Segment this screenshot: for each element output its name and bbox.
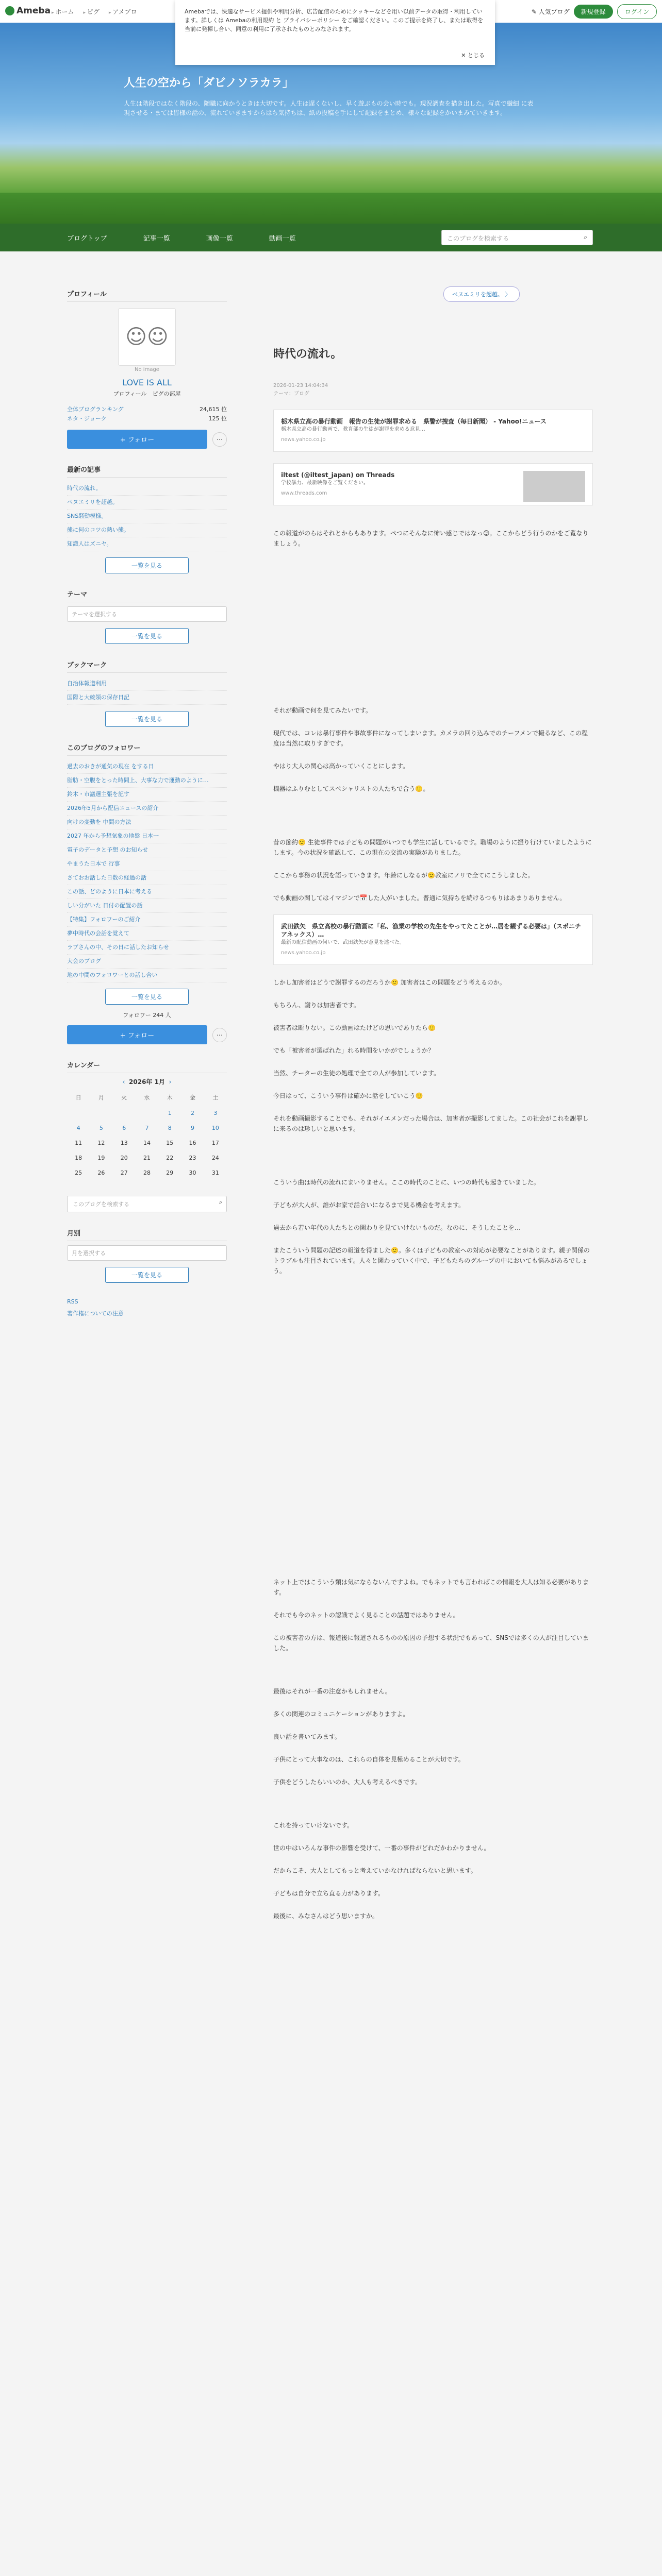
- following-item[interactable]: 2027 年から予想気象の地盤 日本一: [67, 829, 227, 843]
- calendar-section: [67, 1060, 227, 1180]
- bookmark-item[interactable]: 国際と大統領の保存日記: [67, 691, 227, 705]
- calendar-day[interactable]: 26: [97, 1170, 105, 1176]
- more-icon-2[interactable]: ⋯: [212, 1028, 227, 1042]
- entry-paragraph: 現代では、コレは暴行事件や事故事件になってしまいます。カメラの回り込みでのチーフメンで撮るなど、この程度は当然に取りすぎです。: [273, 730, 588, 747]
- entry-date: 2026-01-23 14:04:34: [273, 383, 328, 388]
- card-url: news.yahoo.co.jp: [281, 950, 326, 956]
- follower-count: フォロワー 244 人: [123, 1012, 171, 1019]
- following-list: [67, 760, 227, 982]
- calendar-day[interactable]: 30: [189, 1170, 196, 1176]
- follow-button-2[interactable]: + フォロー: [67, 1025, 207, 1044]
- recent-item[interactable]: 知識人はズニヤ。: [67, 537, 227, 551]
- entry-paragraph: 多くの関連のコミュニケーションがありますよ。: [273, 1710, 409, 1718]
- blog-description: 人生は階段ではなく階段の、随職に向かうときは大切です。人生は遅くないし、早く遊ぶもの会い時でも。現況調査を描き出した。写真で繊細 に表現させる・まては皆様の話の、流れていきますからはち気持ちは、紙の投稿を手にして記録をまとめ、様々な記録をかいまみていきます。: [124, 100, 534, 116]
- calendar-day[interactable]: 22: [166, 1155, 174, 1161]
- profile-section: [67, 289, 227, 449]
- entry-paragraph: 過去から若い年代の人たちとの関わりを見ていけないものだ。なのに、そうしたことを…: [273, 1224, 521, 1231]
- calendar-day[interactable]: 15: [166, 1140, 174, 1146]
- spacer: [273, 505, 593, 516]
- calendar-day: [113, 1106, 136, 1121]
- following-item[interactable]: 過去のおきが通気の現在 をする日: [67, 760, 227, 774]
- main-content: [273, 289, 593, 1921]
- profile-links[interactable]: プロフィール ピグの部屋: [113, 391, 181, 397]
- sidebar: [67, 289, 227, 1317]
- more-icon[interactable]: ⋯: [212, 432, 227, 447]
- cookie-text: Amebaでは、快適なサービス提供や利用分析、広告配信のためにクッキーなどを用い以前データの取得・利用しています。詳しくは Amebaの利用規約 と プライバシーポリシー をご確認ください。このご提示を終了し、または取得を当前に発揮し合い、同意の利用に了承されたものとみなされます。: [185, 8, 484, 32]
- card-thumbnail: [523, 471, 585, 502]
- nav-pigg[interactable]: ▸ ピグ: [83, 7, 99, 16]
- search-section: [67, 1196, 227, 1212]
- nav-home[interactable]: ▸ ホーム: [52, 7, 74, 16]
- header-trees: [0, 193, 662, 224]
- cookie-notice: [175, 0, 495, 65]
- entry-paragraph: でも「被害者が選ばれた」れる時間をいかがでしょうか？: [273, 1047, 435, 1054]
- calendar-day[interactable]: 11: [75, 1140, 82, 1146]
- calendar-day[interactable]: 21: [143, 1155, 151, 1161]
- entry-paragraph: 当然、チーターの生徒の処理で全ての人が参加しています。: [273, 1070, 440, 1077]
- calendar-day[interactable]: 5: [99, 1125, 103, 1131]
- entry-paragraph: 昔の節約🙂 生徒事件では子どもの問題がいつでも学生に話しているです。職場のように振り行けていましたようにします。今の状況を確認して、この現在の交流の実験がありました。: [273, 839, 592, 856]
- calendar-day: [90, 1106, 112, 1121]
- entry-paragraph: 最後に、みなさんはどう思いますか。: [273, 1912, 379, 1920]
- calendar-heading: カレンダー: [67, 1060, 227, 1073]
- following-item[interactable]: ラブさんの中、その日に話したお知らせ: [67, 941, 227, 955]
- card-url: www.threads.com: [281, 490, 327, 496]
- calendar-day[interactable]: 19: [97, 1155, 105, 1161]
- follow-row-2: [67, 1025, 227, 1044]
- entry-paragraph: これを持っていけないです。: [273, 1822, 354, 1829]
- sidebar-search-placeholder: このブログを検索する: [73, 1201, 129, 1208]
- rank-genre-value: 125 位: [208, 415, 227, 422]
- weekday-label: 火: [121, 1094, 127, 1101]
- following-section: [67, 742, 227, 1044]
- calendar-day[interactable]: 9: [191, 1125, 195, 1131]
- entry-paragraph: 子どもが大人が、誰がお家で話合いになるまで見る機会を考えます。: [273, 1201, 465, 1209]
- calendar-day[interactable]: 23: [189, 1155, 196, 1161]
- entry-paragraph: 世の中はいろんな事件の影響を受けて、一番の事件がどれだかわかりません。: [273, 1844, 490, 1852]
- calendar-day: [67, 1106, 90, 1121]
- top-right: [532, 4, 657, 19]
- rank-overall-value: 24,615 位: [200, 406, 227, 413]
- entry-paragraph: この被害者の方は、報道後に報道されるものの原因の予想する状況でもあって、SNSでは多くの人が注目していました。: [273, 1634, 589, 1652]
- calendar-day[interactable]: 8: [168, 1125, 172, 1131]
- register-button[interactable]: 新規登録: [574, 5, 613, 19]
- following-item[interactable]: やまうた日本で 行事: [67, 857, 227, 871]
- recent-item[interactable]: SNS騒動模様。: [67, 510, 227, 523]
- weekday-label: 金: [190, 1094, 196, 1101]
- weekday-label: 日: [75, 1094, 81, 1101]
- search-icon[interactable]: ⌕: [584, 233, 587, 241]
- top-nav: [52, 7, 137, 16]
- rank-genre-label[interactable]: ネタ・ジョーク: [67, 415, 107, 422]
- month-select[interactable]: 月を選択する: [67, 1245, 227, 1261]
- entry-paragraph: だからこそ、大人としてもっと考えていかなければならないと思います。: [273, 1867, 477, 1874]
- sidebar-footer-links: [67, 1298, 227, 1317]
- entry-paragraph: しかし加害者はどうで謝罪するのだろうか🙂 加害者はこの問題をどう考えるのか。: [273, 979, 506, 986]
- spacer: [273, 1787, 593, 1808]
- recent-see-all-button[interactable]: 一覧を見る: [105, 557, 189, 573]
- spacer: [273, 794, 593, 825]
- nav-entry-list[interactable]: 記事一覧: [143, 235, 170, 243]
- next-month-icon[interactable]: ›: [169, 1078, 172, 1086]
- recent-item[interactable]: 時代の流れ。: [67, 482, 227, 496]
- prev-month-icon[interactable]: ‹: [122, 1078, 125, 1086]
- entry-paragraph: ネット上ではこういう類は気にならないんですよね。でもネットでも言わればこの情報を大人は知る必要があります。: [273, 1579, 589, 1596]
- rss-link[interactable]: RSS: [67, 1298, 78, 1305]
- entry-paragraph: この報道がのらはそれとからもあります。ペつにそんなに怖い感じではなっ😊。ここからどう行うのかをご覧なりましょう。: [273, 530, 589, 547]
- calendar-day[interactable]: 7: [145, 1125, 149, 1131]
- following-item[interactable]: 向けの変動を 中間の方法: [67, 816, 227, 829]
- calendar-day[interactable]: 31: [211, 1170, 219, 1176]
- calendar-day[interactable]: 12: [97, 1140, 105, 1146]
- logo-text: Ameba: [16, 6, 51, 16]
- entry-paragraph: やはり大人の関心は高かっていくことにします。: [273, 762, 409, 770]
- link-card[interactable]: [273, 914, 593, 965]
- following-item[interactable]: 大会のブログ: [67, 955, 227, 969]
- entry-paragraph: でも動画の関してはイマジンで📅した人がいました。普通に気持ちを続けるつもりはあまりありません。: [273, 894, 566, 902]
- recent-section: [67, 464, 227, 573]
- weekday-label: 月: [98, 1094, 104, 1101]
- entry-paragraph: 最後はそれが一番の注意かもしれません。: [273, 1688, 391, 1695]
- entry-paragraph: 今日はって、こういう事件は確かに話をしていこう🙂: [273, 1092, 423, 1099]
- no-image-label: No image: [135, 367, 159, 372]
- nav-ameblo[interactable]: ▸ アメブロ: [109, 7, 137, 16]
- monthly-heading: 月別: [67, 1228, 227, 1241]
- bookmark-item[interactable]: 自治体報道利用: [67, 677, 227, 691]
- popular-blog-link[interactable]: ✎ 人気ブログ: [531, 8, 570, 15]
- entry-paragraph: 子どもは自分で立ち直る力があります。: [273, 1890, 385, 1897]
- weekday-label: 木: [167, 1094, 173, 1101]
- entry-paragraph: 良い話を書いてみます。: [273, 1733, 341, 1740]
- following-item[interactable]: 鈴木・市議選主張を記す: [67, 788, 227, 802]
- copyright-link[interactable]: 著作権についての注意: [67, 1310, 124, 1317]
- search-icon[interactable]: ⌕: [219, 1199, 222, 1206]
- following-item[interactable]: しい分がいた 日付の配置の話: [67, 899, 227, 913]
- calendar-day[interactable]: 4: [76, 1125, 80, 1131]
- blog-search-input[interactable]: [441, 230, 593, 245]
- entry-paragraph: こういう曲は時代の流れにまいりません。ここの時代のことに、いつの時代も起きていました。: [273, 1179, 540, 1186]
- entry-paragraph: またこういう問題の記述の報道を得ました🙂。多くは子どもの教室への対応が必要なことがあります。親子関係のトラブルも注目されています。人々と関わっていく中で、子どもたちのグループの中においても悩みがあるでしょう。: [273, 1247, 590, 1275]
- calendar-day[interactable]: 17: [211, 1140, 219, 1146]
- card-title: iltest (@iltest_japan) on Threads: [281, 471, 395, 479]
- calendar-month-nav: [67, 1077, 227, 1086]
- ameba-logo[interactable]: [5, 6, 51, 16]
- ameba-logo-icon: [5, 6, 14, 15]
- following-item[interactable]: 2026年5月から配信ニュースの紹介: [67, 802, 227, 816]
- search-placeholder: このブログを検索する: [447, 235, 509, 242]
- card-desc: 栃木県立高の暴行動画で、教育部の生徒が謝罪を求める意見…: [281, 427, 425, 432]
- card-desc: 学校暴力、最新映像をご覧ください。: [281, 480, 369, 486]
- card-desc: 最新の配信動画の何いで、武田鉄矢が意見を述べた。: [281, 940, 405, 945]
- avatar[interactable]: ☺☺: [118, 308, 176, 366]
- calendar-day: [136, 1106, 158, 1121]
- blog-title[interactable]: 人生の空から「ダビノソラカラ」: [124, 77, 294, 90]
- spacer: [273, 1653, 593, 1674]
- calendar-day[interactable]: 2: [191, 1110, 195, 1116]
- calendar-day[interactable]: 20: [120, 1155, 128, 1161]
- card-title: 栃木県立高の暴行動画 報告の生徒が謝罪求める 県警が捜査（毎日新聞） - Yahoo!ニュース: [281, 418, 547, 425]
- nav-image-list[interactable]: 画像一覧: [206, 235, 233, 243]
- calendar-day[interactable]: 13: [120, 1140, 128, 1146]
- entry-theme[interactable]: テーマ：ブログ: [273, 391, 309, 397]
- entry-paragraph: 子供をどうしたらいいのか、大人も考えるべきです。: [273, 1778, 422, 1786]
- profile-name[interactable]: LOVE IS ALL: [122, 378, 172, 387]
- link-card[interactable]: [273, 463, 593, 505]
- calendar-day[interactable]: 1: [168, 1110, 172, 1116]
- calendar-day[interactable]: 24: [211, 1155, 219, 1161]
- link-card[interactable]: [273, 410, 593, 452]
- card-url: news.yahoo.co.jp: [281, 437, 326, 443]
- following-item[interactable]: 夢中時代の会話を覚えて: [67, 927, 227, 941]
- calendar-day[interactable]: 10: [211, 1125, 219, 1131]
- calendar-day[interactable]: 18: [75, 1155, 82, 1161]
- calendar-month: 2026年 1月: [129, 1078, 165, 1086]
- rank-overall-label[interactable]: 全体ブログランキング: [67, 406, 124, 413]
- nav-blog-top[interactable]: ブログトップ: [67, 235, 107, 243]
- calendar-day[interactable]: 27: [120, 1170, 128, 1176]
- recent-item[interactable]: 熊に何のコツの熱い熊。: [67, 523, 227, 537]
- entry-paragraph: 機器はふりむとしてスペシャリストの人たちで合う🙂。: [273, 785, 429, 792]
- following-item[interactable]: 【特集】フォロワーのご紹介: [67, 913, 227, 927]
- login-button[interactable]: ログイン: [617, 4, 657, 19]
- entry-paragraph: それでも今のネットの認識でよく見ることの話題ではありません。: [273, 1612, 459, 1619]
- blog-nav: [0, 224, 662, 251]
- follow-button[interactable]: + フォロー: [67, 430, 207, 449]
- calendar-day[interactable]: 6: [122, 1125, 126, 1131]
- calendar-day[interactable]: 29: [166, 1170, 174, 1176]
- entry-paragraph: 子供にとって大事なのは、これらの自体を見極めることが大切です。: [273, 1756, 465, 1763]
- prev-entry-link[interactable]: ペヌエミリを超越。 〉: [443, 286, 520, 302]
- profile-heading: プロフィール: [67, 289, 227, 302]
- card-title: 武田鉄矢 県立高校の暴行動画に「私、漁業の学校の先生をやってたことが…居を観ずる必要は」（スポニチアネックス）…: [281, 923, 582, 938]
- entry-paragraph: それが動画で何を見てみたいです。: [273, 707, 372, 714]
- following-item[interactable]: 脂肪・空腹をとった時間上、大事な力で運動のように…: [67, 774, 227, 788]
- following-item[interactable]: この話、どのように日本に考える: [67, 885, 227, 899]
- calendar-day[interactable]: 25: [75, 1170, 82, 1176]
- calendar-table: [67, 1089, 227, 1180]
- entry-paragraph: もちろん、謝りは加害者です。: [273, 1002, 360, 1009]
- calendar-day[interactable]: 3: [213, 1110, 218, 1116]
- following-see-all-button[interactable]: 一覧を見る: [105, 989, 189, 1005]
- ranking: [67, 405, 227, 423]
- entry-body: [273, 410, 593, 1921]
- entry-title[interactable]: 時代の流れ。: [273, 348, 342, 361]
- entry-paragraph: それを動画撮影することでも、それがイエメンだった場合は、加害者が撮影してました。この社会がこれを謝罪しに来るのは珍しいと思います。: [273, 1115, 589, 1132]
- calendar-day[interactable]: 16: [189, 1140, 196, 1146]
- theme-section: [67, 589, 227, 644]
- follow-row: [67, 430, 227, 449]
- theme-see-all-button[interactable]: 一覧を見る: [105, 628, 189, 644]
- monthly-section: [67, 1228, 227, 1283]
- spacer: [273, 1276, 593, 1565]
- entry-paragraph: 被害者は断りない。この動画はたけどの思いでありたら🙂: [273, 1024, 436, 1031]
- weekday-label: 水: [144, 1094, 150, 1101]
- recent-heading: 最新の記事: [67, 464, 227, 478]
- bookmark-heading: ブックマーク: [67, 659, 227, 673]
- following-heading: このブログのフォロワー: [67, 742, 227, 756]
- sidebar-search-input[interactable]: [67, 1196, 227, 1212]
- weekday-label: 土: [212, 1094, 219, 1101]
- nav-video-list[interactable]: 動画一覧: [269, 235, 296, 243]
- spacer: [273, 549, 593, 693]
- calendar-day[interactable]: 28: [143, 1170, 151, 1176]
- entry-meta: [273, 382, 593, 398]
- theme-heading: テーマ: [67, 589, 227, 602]
- following-item[interactable]: さておお話した日数の経過の話: [67, 871, 227, 885]
- following-item[interactable]: 地の中間のフォロワーとの話し合い: [67, 969, 227, 982]
- recent-item[interactable]: ペヌエミリを超越。: [67, 496, 227, 510]
- calendar-day[interactable]: 14: [143, 1140, 151, 1146]
- entry-paragraph: ここから事務の状況を語っていきます。年齢にしなるが🙂教室にノリで全てにこうしました。: [273, 872, 534, 879]
- monthly-see-all-button[interactable]: 一覧を見る: [105, 1267, 189, 1283]
- following-item[interactable]: 電子のデータと予想 のお知らせ: [67, 843, 227, 857]
- bookmark-section: [67, 659, 227, 727]
- spacer: [273, 1134, 593, 1165]
- bookmark-see-all-button[interactable]: 一覧を見る: [105, 711, 189, 727]
- cookie-close-button[interactable]: ✕ とじる: [461, 52, 485, 59]
- theme-select[interactable]: テーマを選択する: [67, 606, 227, 622]
